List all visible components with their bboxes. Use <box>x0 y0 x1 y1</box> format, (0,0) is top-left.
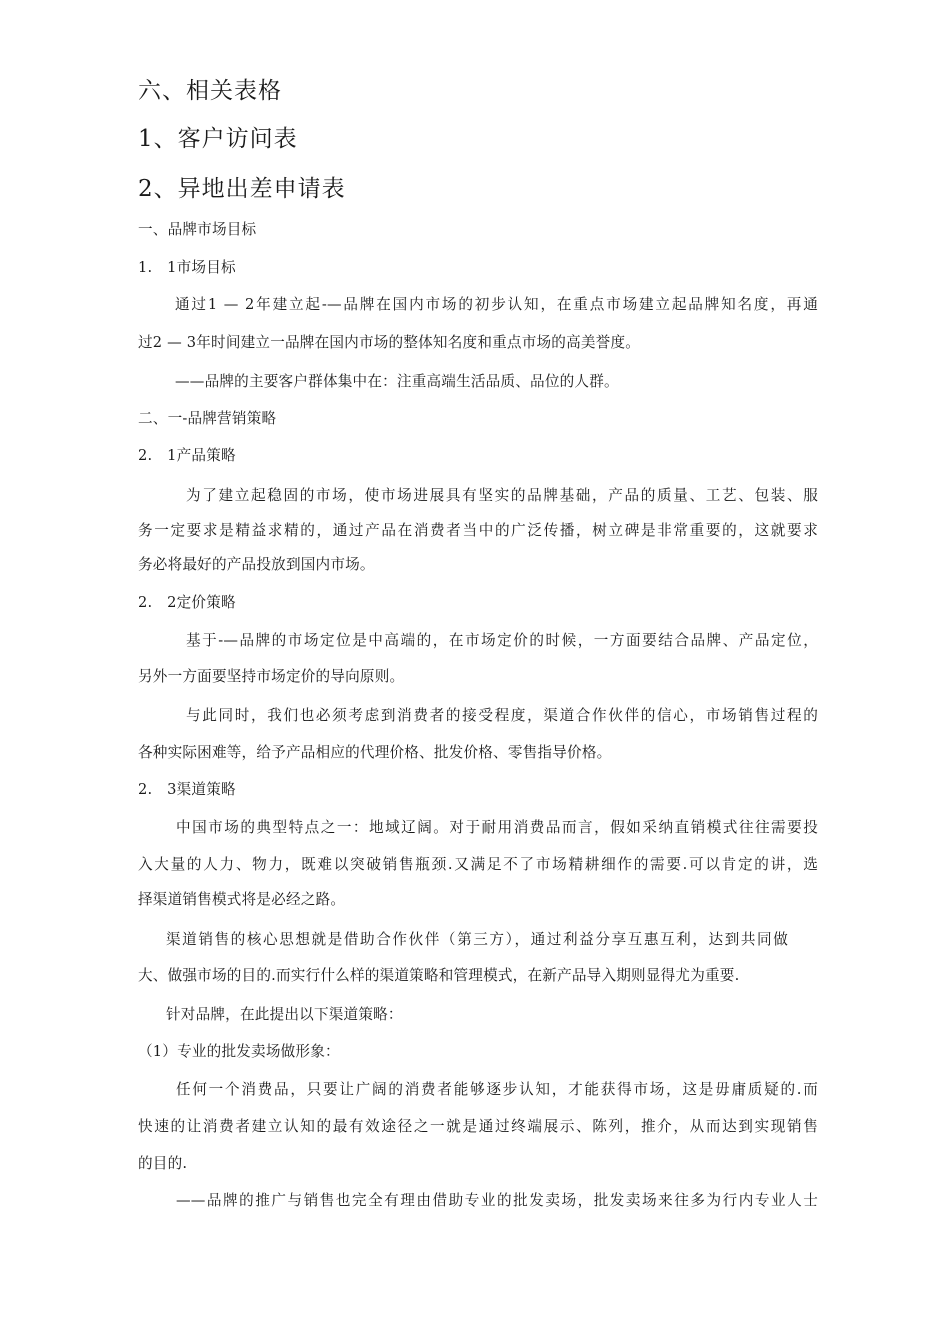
paragraph-line: 通过1 — 2年建立起-—品牌在国内市场的初步认知，在重点市场建立起品牌知名度，再通 <box>175 296 818 313</box>
paragraph-line: 择渠道销售模式将是必经之路。 <box>138 891 346 908</box>
heading-travel-application-form: 2、异地出差申请表 <box>138 176 346 202</box>
subheading-product-strategy: 2. 1产品策略 <box>138 447 236 464</box>
list-item-heading: （1）专业的批发卖场做形象： <box>138 1043 340 1060</box>
paragraph-line: 针对品牌，在此提出以下渠道策略： <box>166 1006 403 1023</box>
paragraph-line: 过2 — 3年时间建立一品牌在国内市场的整体知名度和重点市场的高美誉度。 <box>138 334 641 351</box>
paragraph-line: 的目的. <box>138 1155 188 1172</box>
heading-customer-visit-form: 1、客户访问表 <box>138 126 298 152</box>
paragraph-line: 任何一个消费品，只要让广阔的消费者能够逐步认知，才能获得市场，这是毋庸质疑的.而 <box>176 1081 818 1098</box>
paragraph-line: 渠道销售的核心思想就是借助合作伙伴（第三方），通过利益分享互惠互利，达到共同做 <box>166 931 788 948</box>
paragraph-line: 快速的让消费者建立认知的最有效途径之一就是通过终端展示、陈列，推介，从而达到实现销售 <box>138 1118 818 1135</box>
paragraph-line: 务一定要求是精益求精的，通过产品在消费者当中的广泛传播，树立碑是非常重要的，这就要求 <box>138 522 818 539</box>
paragraph-line: 入大量的人力、物力，既难以突破销售瓶颈.又满足不了市场精耕细作的需要.可以肯定的讲，选 <box>138 856 818 873</box>
paragraph-line: 基于-—品牌的市场定位是中高端的，在市场定价的时候，一方面要结合品牌、产品定位， <box>186 632 818 649</box>
paragraph-line: 另外一方面要坚持市场定价的导向原则。 <box>138 668 405 685</box>
paragraph-line: ——品牌的主要客户群体集中在：注重高端生活品质、品位的人群。 <box>175 373 619 390</box>
paragraph-line: 大、做强市场的目的.而实行什么样的渠道策略和管理模式，在新产品导入期则显得尤为重要. <box>138 967 740 984</box>
subheading-pricing-strategy: 2. 2定价策略 <box>138 594 236 611</box>
paragraph-line: ——品牌的推广与销售也完全有理由借助专业的批发卖场，批发卖场来往多为行内专业人士 <box>176 1192 818 1209</box>
section-heading-brand-marketing-strategy: 二、一-品牌营销策略 <box>138 410 277 427</box>
paragraph-line: 各种实际困难等，给予产品相应的代理价格、批发价格、零售指导价格。 <box>138 744 612 761</box>
paragraph-line: 与此同时，我们也必须考虑到消费者的接受程度，渠道合作伙伴的信心，市场销售过程的 <box>186 707 818 724</box>
subheading-channel-strategy: 2. 3渠道策略 <box>138 781 236 798</box>
paragraph-line: 中国市场的典型特点之一：地域辽阔。对于耐用消费品而言，假如采纳直销模式往往需要投 <box>176 819 818 836</box>
section-heading-related-forms: 六、相关表格 <box>138 78 282 104</box>
section-heading-brand-market-goals: 一、品牌市场目标 <box>138 221 257 238</box>
paragraph-line: 为了建立起稳固的市场，使市场进展具有坚实的品牌基础，产品的质量、工艺、包装、服 <box>186 487 818 504</box>
paragraph-line: 务必将最好的产品投放到国内市场。 <box>138 556 375 573</box>
subheading-market-goals: 1. 1市场目标 <box>138 259 236 276</box>
